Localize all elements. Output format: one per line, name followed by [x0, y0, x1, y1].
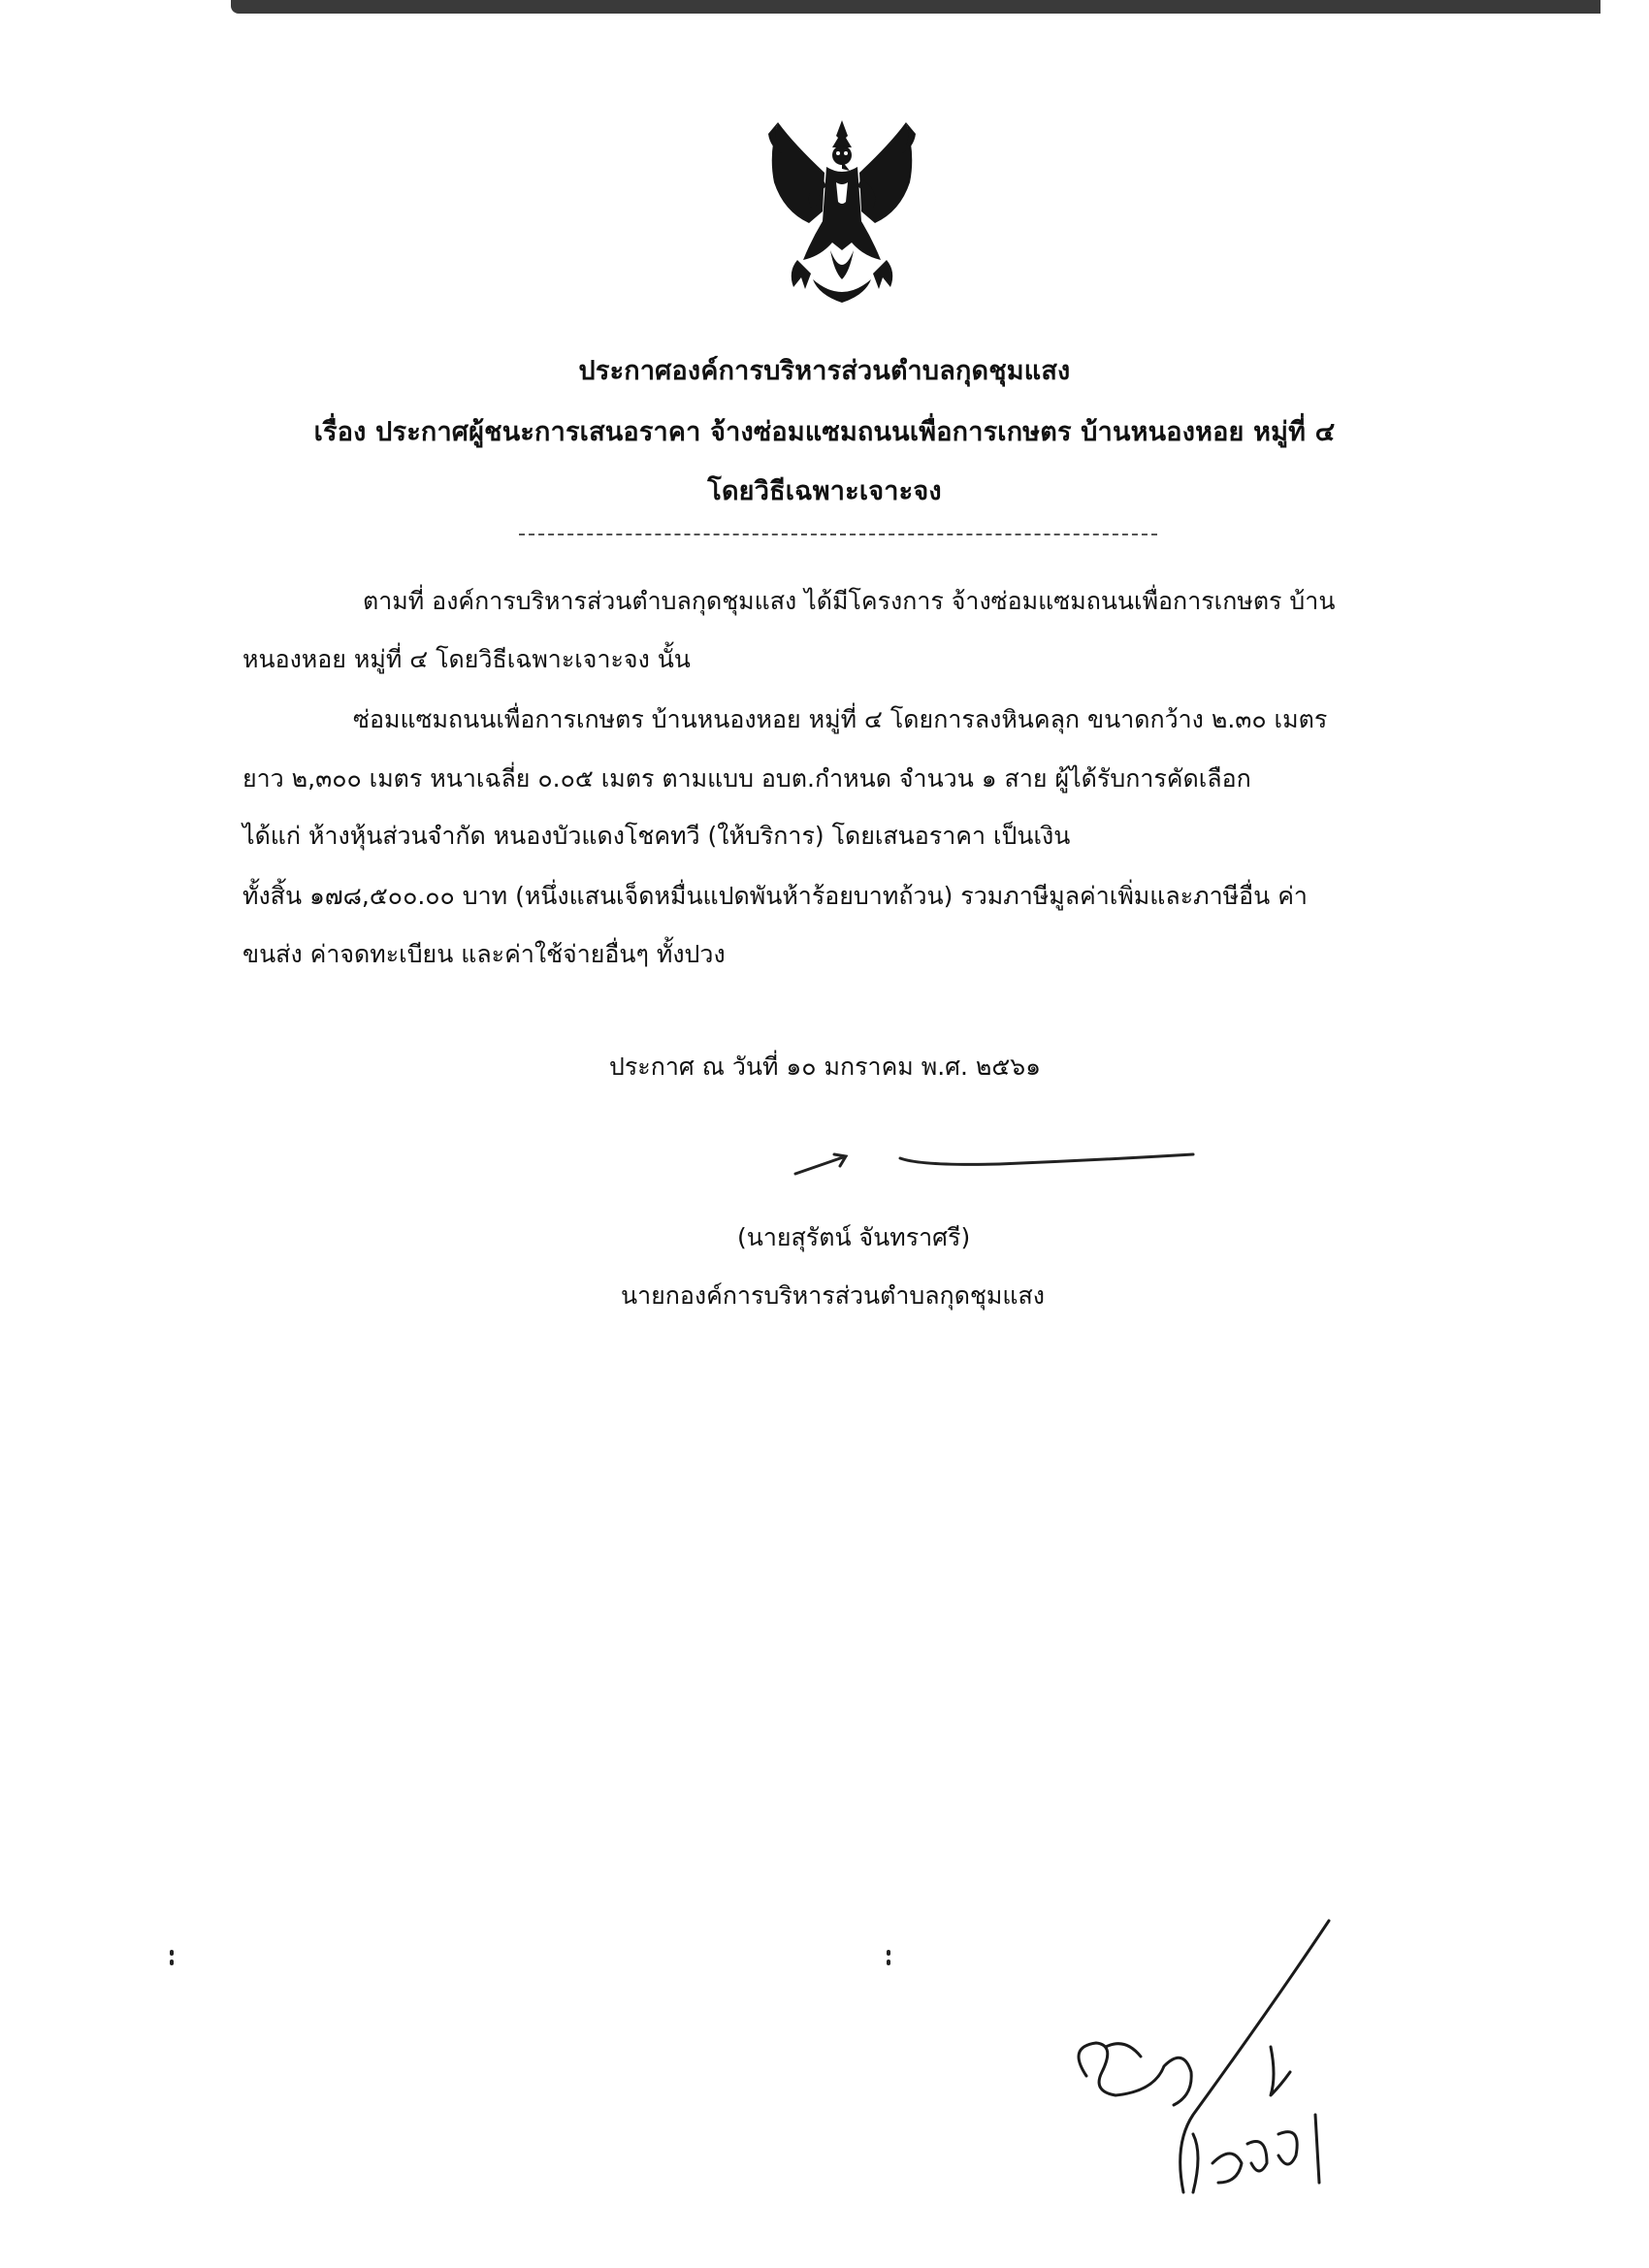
dashed-divider	[519, 534, 1157, 535]
procurement-method: โดยวิธีเฉพาะเจาะจง	[707, 476, 942, 506]
body-line-7: ขนส่ง ค่าจดทะเบียน และค่าใช้จ่ายอื่นๆ ทั้งปวง	[242, 940, 726, 968]
signer-position: นายกองค์การบริหารส่วนตำบลกุดชุมแสง	[621, 1281, 1045, 1310]
body-line-2: หนองหอย หมู่ที่ ๔ โดยวิธีเฉพาะเจาะจง นั้น	[242, 645, 691, 673]
garuda-emblem-icon	[764, 114, 920, 308]
announcement-title: ประกาศองค์การบริหารส่วนตำบลกุดชุมแสง	[578, 356, 1071, 386]
body-line-4: ยาว ๒,๓๐๐ เมตร หนาเฉลี่ย ๐.๐๕ เมตร ตามแบบ อบต.กำหนด จำนวน ๑ สาย ผู้ได้รับการคัดเลือก	[242, 764, 1251, 793]
body-line-5: ได้แก่ ห้างหุ้นส่วนจำกัด หนองบัวแดงโชคทวี (ให้บริการ) โดยเสนอราคา เป็นเงิน	[242, 822, 1071, 850]
announcement-date: ประกาศ ณ วันที่ ๑๐ มกราคม พ.ศ. ๒๕๖๑	[609, 1053, 1042, 1081]
handwritten-initials	[1048, 1901, 1358, 2221]
punch-hole-mark	[170, 1950, 174, 1975]
scan-top-edge	[231, 0, 1600, 14]
signature	[786, 1145, 1203, 1183]
signer-name: (นายสุรัตน์ จันทราศรี)	[737, 1223, 971, 1251]
body-line-6: ทั้งสิ้น ๑๗๘,๕๐๐.๐๐ บาท (หนึ่งแสนเจ็ดหมื่นแปดพันห้าร้อยบาทถ้วน) รวมภาษีมูลค่าเพิ่มและภาษีอื่น ค่า	[242, 882, 1308, 910]
punch-hole-mark	[887, 1950, 890, 1975]
body-line-3: ซ่อมแซมถนนเพื่อการเกษตร บ้านหนองหอย หมู่ที่ ๔ โดยการลงหินคลุก ขนาดกว้าง ๒.๓๐ เมตร	[353, 705, 1328, 733]
announcement-subject: เรื่อง ประกาศผู้ชนะการเสนอราคา จ้างซ่อมแซมถนนเพื่อการเกษตร บ้านหนองหอย หมู่ที่ ๔	[313, 417, 1336, 447]
body-line-1: ตามที่ องค์การบริหารส่วนตำบลกุดชุมแสง ได้มีโครงการ จ้างซ่อมแซมถนนเพื่อการเกษตร บ้าน	[363, 587, 1336, 615]
